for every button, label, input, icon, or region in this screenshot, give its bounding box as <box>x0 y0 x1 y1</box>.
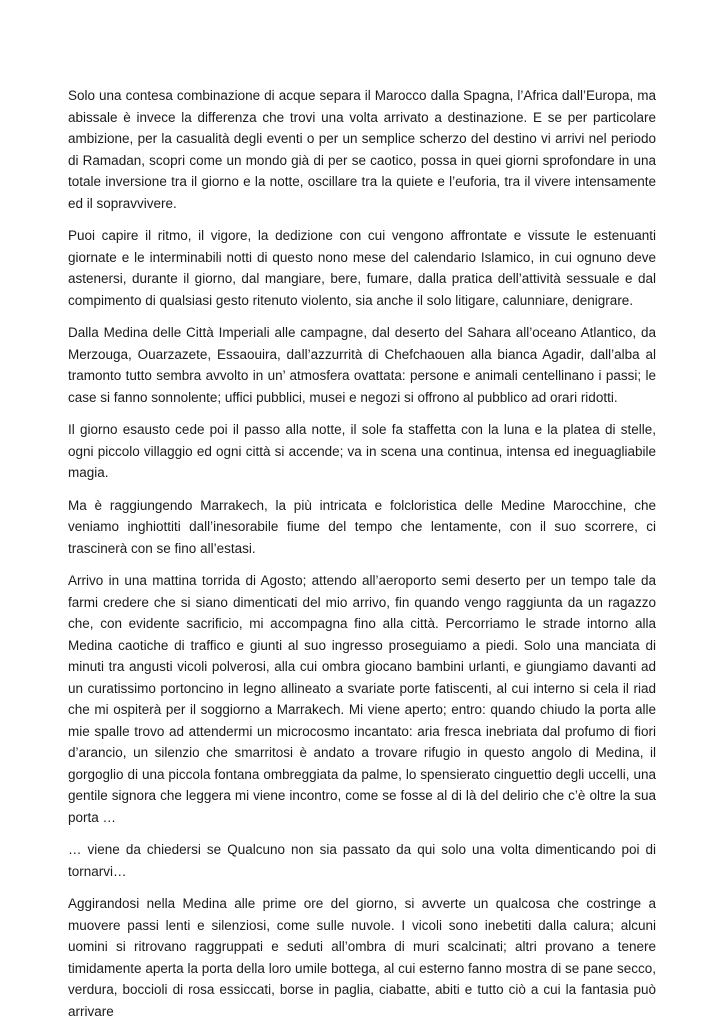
paragraph-8: Aggirandosi nella Medina alle prime ore del giorno, si avverte un qualcosa che costringe a muovere passi lenti e silenziosi, come sulle nuvole. I vicoli sono inebetiti dalla calura; alcuni uomini si ritrovano raggruppati e seduti all’ombra di muri scalcinati; altri provano a tenere timidamente aperta la porta della loro umile bottega, al cui esterno fanno mostra di se pane secco, verdura, boccioli di rosa essiccati, borse in paglia, ciabatte, abiti e tutto ciò a cui la fantasia può arrivare <box>68 896 656 1019</box>
paragraph-6: Arrivo in una mattina torrida di Agosto; attendo all’aeroporto semi deserto per un tempo tale da farmi credere che si siano dimenticati del mio arrivo, fin quando vengo raggiunta da un ragazzo che, con evidente sacrificio, mi accompagna fino alla città. Percorriamo le strade intorno alla Medina caotiche di traffico e giunti al suo ingresso proseguiamo a piedi. Solo una manciata di minuti tra angusti vicoli polverosi, alla cui ombra giocano bambini urlanti, e giungiamo davanti ad un curatissimo portoncino in legno allineato a svariate porte fatiscenti, al cui interno si cela il riad che mi ospiterà per il soggiorno a Marrakech. Mi viene aperto; entro: quando chiudo la porta alle mie spalle trovo ad attendermi un microcosmo incantato: aria fresca inebriata dal profumo di fiori d’arancio, un silenzio che smarritosi è andato a trovare rifugio in questo angolo di Medina, il gorgoglio di una piccola fontana ombreggiata da palme, lo spensierato cinguettio degli uccelli, una gentile signora che leggera mi viene incontro, come se fosse al di là del delirio che c’è oltre la sua porta … <box>68 573 656 825</box>
paragraph-5: Ma è raggiungendo Marrakech, la più intricata e folcloristica delle Medine Marocchine, che veniamo inghiottiti dall’inesorabile fiume del tempo che lentamente, con il suo scorrere, ci trascinerà con se fino all’estasi. <box>68 497 656 556</box>
document-page <box>68 85 656 1022</box>
paragraph-3: Dalla Medina delle Città Imperiali alle campagne, dal deserto del Sahara all’oceano Atlantico, da Merzouga, Ouarzazete, Essaouira, dall’azzurrità di Chefchaouen alla bianca Agadir, dall’alba al tramonto tutto sembra avvolto in un’ atmosfera ovattata: persone e animali centellinano i passi; le case si fanno sonnolente; uffici pubblici, musei e negozi si offrono al pubblico ad orari ridotti. <box>68 325 656 405</box>
paragraph-7: … viene da chiedersi se Qualcuno non sia passato da qui solo una volta dimenticando poi di tornarvi… <box>68 842 656 879</box>
paragraph-2: Puoi capire il ritmo, il vigore, la dedizione con cui vengono affrontate e vissute le estenuanti giornate e le interminabili notti di questo nono mese del calendario Islamico, in cui ognuno deve astenersi, durante il giorno, dal mangiare, bere, fumare, dalla pratica dell’attività sessuale e dal compimento di qualsiasi gesto ritenuto violento, sia anche il solo litigare, calunniare, denigrare. <box>68 228 656 308</box>
paragraph-4: Il giorno esausto cede poi il passo alla notte, il sole fa staffetta con la luna e la platea di stelle, ogni piccolo villaggio ed ogni città si accende; va in scena una continua, intensa ed ineguagliabile magia. <box>68 422 656 480</box>
paragraph-1: Solo una contesa combinazione di acque separa il Marocco dalla Spagna, l’Africa dall’Europa, ma abissale è invece la differenza che trovi una volta arrivato a destinazione. E se per particolare ambizione, per la casualità degli eventi o per un semplice scherzo del destino vi arrivi nel periodo di Ramadan, scopri come un mondo già di per se caotico, possa in quei giorni sprofondare in una totale inversione tra il giorno e la notte, oscillare tra la quiete e l’euforia, tra il vivere intensamente ed il sopravvivere. <box>68 88 656 211</box>
